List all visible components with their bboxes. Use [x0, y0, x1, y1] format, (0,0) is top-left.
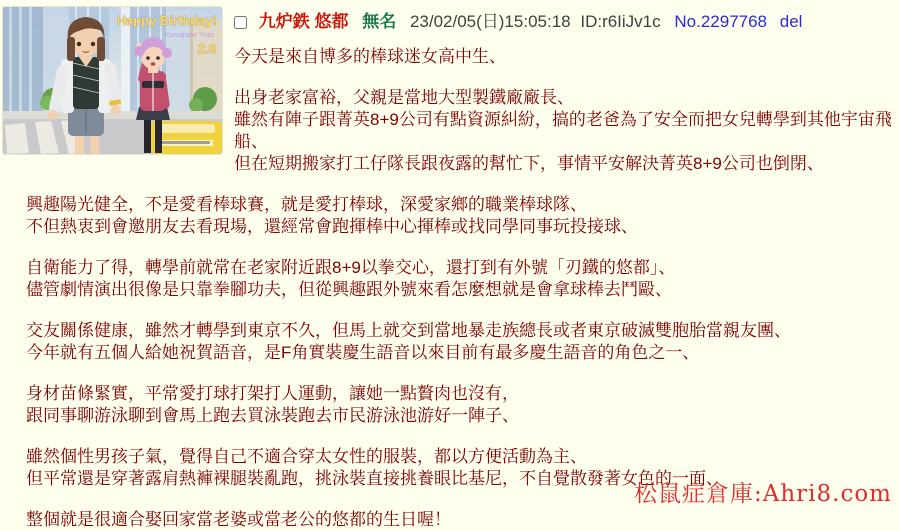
delete-checkbox[interactable] [234, 16, 247, 29]
overlay-character-name: Kurogane Yuto [164, 30, 214, 39]
post-paragraph: 出身老家富裕，父親是當地大型製鐵廠廠長、 雖然有陣子跟菁英8+9公司有點資源糾紛，搞的老爸為了安全而把女兒轉學到其他宇宙飛船、 但在短期搬家打工仔隊長跟夜露的幫忙下，事情平安解決菁英8+9公司也倒閉、 [234, 88, 892, 173]
post-paragraph: 身材苗條緊實，平常愛打球打架打人運動，讓她一點贅肉也沒有， 跟同事聊游泳聊到會馬上跑去買泳裝跑去市民游泳池游好一陣子、 [26, 384, 519, 425]
post-paragraph: 自衛能力了得，轉學前就常在老家附近跟8+9以拳交心，還打到有外號「刃鐵的悠都」、 儘管劇情演出很像是只靠拳腳功夫，但從興趣跟外號來看怎麼想就是會拿球棒去鬥毆、 [26, 258, 676, 299]
overlay-happy-birthday: Happy Birthday! [116, 13, 217, 28]
post-paragraph: 雖然個性男孩子氣，覺得自己不適合穿太女性的服裝，都以方便活動為主、 但平常還是穿著露肩熱褲裸腿裝亂跑，挑泳裝直接挑養眼比基尼，不自覺散發著女色的一面、 [26, 447, 723, 488]
post-paragraph: 興趣陽光健全，不是愛看棒球賽，就是愛打棒球，深愛家鄉的職業棒球隊、 不但熱衷到會邀朋友去看現場，還經常會跑揮棒中心揮棒或找同學同事玩投接球、 [26, 195, 638, 236]
post-title: 九炉鉄 悠都 [258, 12, 349, 31]
del-link[interactable]: del [779, 12, 803, 31]
poster-id: ID:r6IiJv1c [580, 12, 661, 31]
overlay-date: 2.8 [197, 41, 216, 56]
poster-name: 無名 [362, 12, 397, 31]
post-paragraph: 交友關係健康，雖然才轉學到東京不久，但馬上就交到當地暴走族總長或者東京破滅雙胞胎當親友團、 今年就有五個人給她祝賀語音，是F角實裝慶生語音以來目前有最多慶生語音的角色之一、 [26, 321, 791, 362]
post-thumbnail[interactable] [2, 6, 221, 153]
post-number[interactable]: No.2297768 [674, 12, 768, 31]
post-paragraph: 整個就是很適合娶回家當老婆或當老公的悠都的生日喔！ [26, 510, 451, 529]
site-watermark: 松鼠症倉庫:Ahri8.com [633, 481, 892, 507]
post-datetime: 23/02/05(日)15:05:18 [409, 12, 571, 31]
post-paragraph: 今天是來自博多的棒球迷女高中生、 [234, 47, 506, 66]
thumbnail-art [2, 6, 223, 155]
